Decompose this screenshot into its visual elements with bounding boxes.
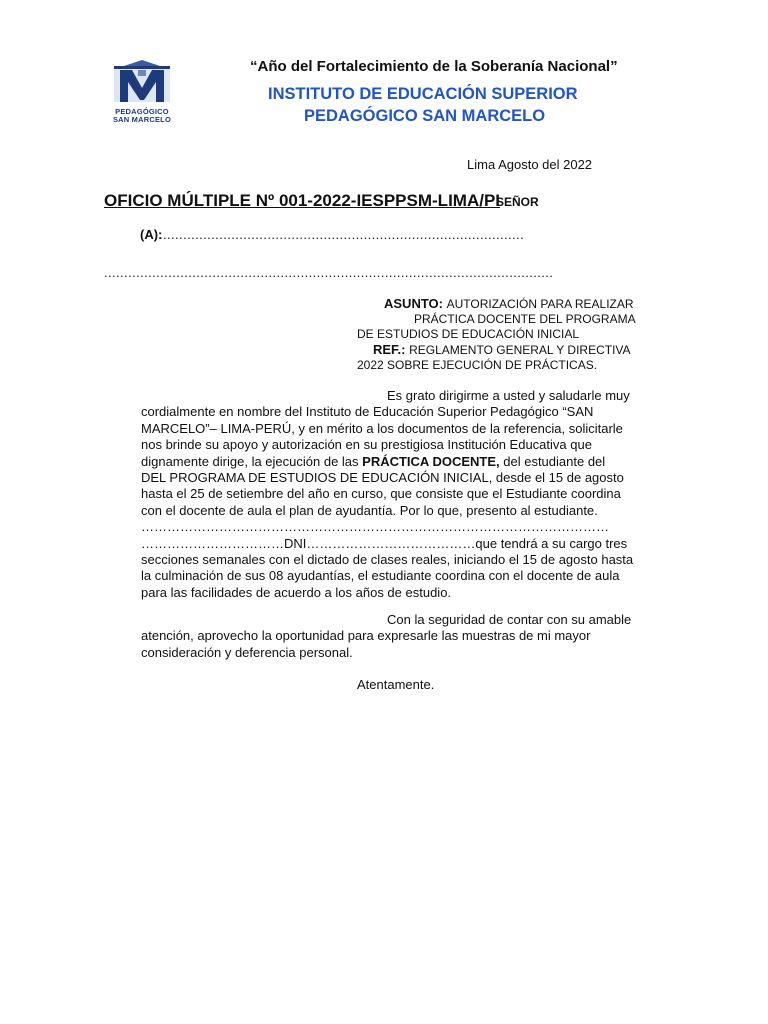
year-motto: “Año del Fortalecimiento de la Soberanía Nacional”: [250, 58, 618, 75]
student-name-dots: ………………………………………………………………………………………………: [141, 519, 609, 535]
addressee-dots: ...........................................................................................: [159, 227, 525, 242]
p1-line: DEL PROGRAMA DE ESTUDIOS DE EDUCACIÓN INICIAL, desde el 15 de agosto: [141, 470, 624, 486]
ref-label: REF.:: [373, 342, 406, 357]
asunto-label: ASUNTO:: [384, 296, 443, 311]
p1-line: con el docente de aula el plan de ayudantía. Por lo que, presento al estudiante.: [141, 502, 598, 518]
logo-caption: [104, 108, 180, 124]
ref-line1: [373, 342, 631, 357]
asunto-line2: PRÁCTICA DOCENTE DEL PROGRAMA: [414, 312, 636, 326]
institution-name-line2: PEDAGÓGICO SAN MARCELO: [304, 107, 546, 125]
practica-docente-emphasis: PRÁCTICA DOCENTE,: [362, 453, 500, 469]
p1-line5-post: del estudiante del: [503, 453, 606, 469]
blank-dotted-line: ................................................................................................................: [104, 265, 554, 280]
addressee-label: (A):: [140, 227, 163, 242]
asunto-text1: AUTORIZACIÓN PARA REALIZAR: [446, 297, 634, 311]
institution-logo: [104, 60, 180, 138]
body-paragraph-3: [141, 612, 635, 661]
p1-line: hasta el 25 de setiembre del año en curso, que consiste que el Estudiante coordina: [141, 486, 621, 502]
p1-line: cordialmente en nombre del Instituto de Educación Superior Pedagógico “SAN: [141, 404, 594, 420]
logo-emblem-icon: [104, 60, 180, 108]
p1-line: [141, 454, 635, 470]
p3-line: atención, aprovecho la oportunidad para expresarle las muestras de mi mayor: [141, 628, 591, 644]
p2-line: para las facilidades de acuerdo a los años de estudio.: [141, 584, 452, 600]
oficio-title: OFICIO MÚLTIPLE Nº 001-2022-IESPPSM-LIMA/PI: [104, 191, 501, 210]
logo-caption-line2: SAN MARCELO: [112, 115, 172, 124]
logo-caption-line1: PEDAGÓGICO: [115, 107, 169, 116]
body-paragraph-1: [141, 388, 635, 601]
p1-line: MARCELO”– LIMA-PERÚ, y en mérito a los documentos de la referencia, solicitarle: [141, 420, 623, 436]
recipient-label: SEÑOR: [496, 195, 539, 209]
ref-line2: 2022 SOBRE EJECUCIÓN DE PRÁCTICAS.: [357, 358, 598, 372]
p1-line: Es grato dirigirme a usted y saludarle muy: [387, 388, 630, 403]
institution-name-line1: INSTITUTO DE EDUCACIÓN SUPERIOR: [268, 85, 578, 103]
p1-line5-pre: dignamente dirige, la ejecución de las: [141, 453, 359, 469]
p3-line: consideración y deferencia personal.: [141, 644, 353, 660]
p3-line: Con la seguridad de contar con su amable: [387, 612, 632, 627]
closing: Atentamente.: [357, 677, 435, 692]
document-date: Lima Agosto del 2022: [467, 157, 593, 172]
ref-text1: REGLAMENTO GENERAL Y DIRECTIVA: [409, 343, 631, 357]
asunto-line3: DE ESTUDIOS DE EDUCACIÓN INICIAL: [357, 327, 580, 341]
p2-line: secciones semanales con el dictado de clases reales, iniciando el 15 de agosto hasta: [141, 552, 634, 568]
asunto-line1: [384, 296, 634, 311]
p2-line: la culminación de sus 08 ayudantías, el estudiante coordina con el docente de aula: [141, 568, 620, 584]
dni-line: ……………………………DNI…………………………………que tendrá a su cargo tres: [141, 535, 628, 551]
p1-line: nos brinde su apoyo y autorización en su prestigiosa Institución Educativa que: [141, 437, 592, 453]
